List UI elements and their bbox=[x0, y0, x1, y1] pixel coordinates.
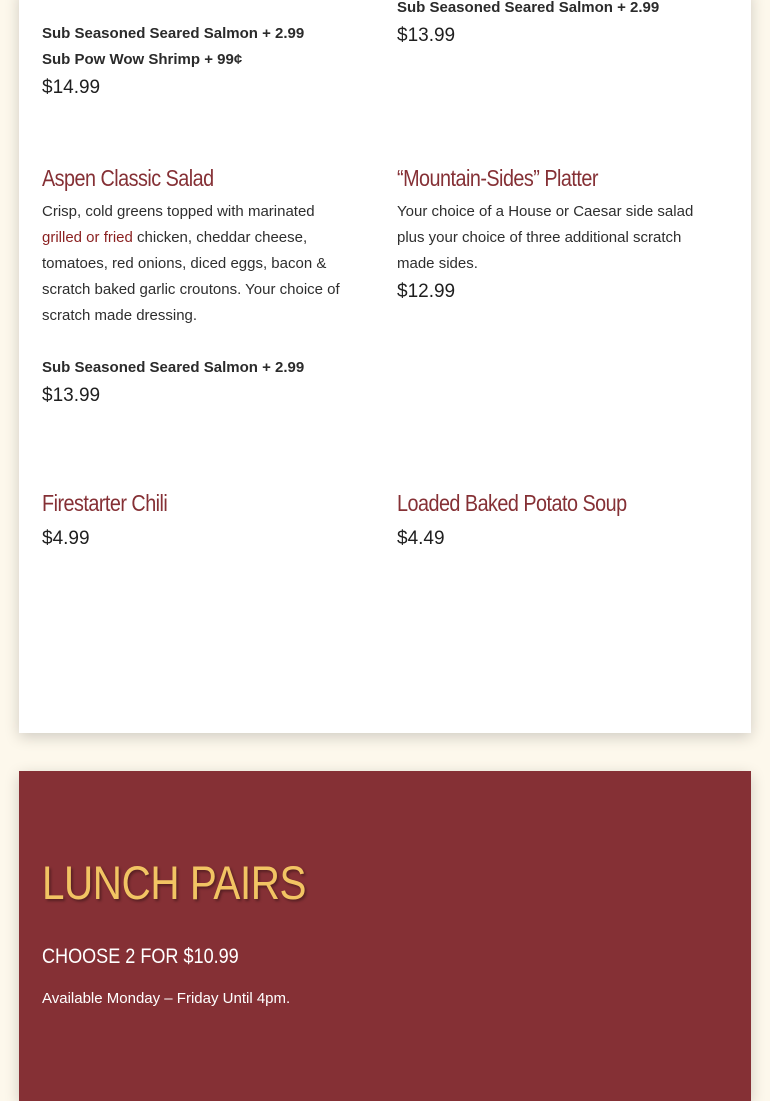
menu-item-loaded-baked-potato-soup bbox=[397, 488, 727, 554]
menu-item-title: Firestarter Chili bbox=[42, 490, 168, 516]
menu-item-price: $14.99 bbox=[42, 77, 101, 98]
description-text: Crisp, cold greens topped with marinated bbox=[42, 203, 315, 220]
lunch-pairs-availability: Available Monday – Friday Until 4pm. bbox=[42, 990, 291, 1007]
lunch-pairs-subtitle: CHOOSE 2 FOR $10.99 bbox=[42, 945, 239, 968]
menu-item-price: $13.99 bbox=[397, 25, 456, 46]
menu-item-note: Sub Seasoned Seared Salmon + 2.99 bbox=[42, 25, 305, 42]
description-highlight: grilled or fried bbox=[42, 229, 133, 246]
menu-item-price: $4.49 bbox=[397, 528, 445, 549]
menu-item-price: $13.99 bbox=[42, 385, 101, 406]
menu-item-top-left bbox=[42, 21, 372, 103]
menu-item-title: Aspen Classic Salad bbox=[42, 165, 214, 191]
menu-item-note: Sub Seasoned Seared Salmon + 2.99 bbox=[397, 0, 660, 16]
menu-item-title: Loaded Baked Potato Soup bbox=[397, 490, 627, 516]
menu-card bbox=[19, 0, 751, 733]
menu-item-note: Sub Seasoned Seared Salmon + 2.99 bbox=[42, 359, 305, 376]
menu-item-note: Sub Pow Wow Shrimp + 99¢ bbox=[42, 51, 243, 68]
menu-item-aspen-classic-salad bbox=[42, 163, 377, 411]
menu-item-description bbox=[42, 199, 377, 329]
lunch-pairs-section bbox=[19, 771, 751, 1101]
menu-item-price: $4.99 bbox=[42, 528, 90, 549]
menu-item-price: $12.99 bbox=[397, 281, 456, 302]
menu-item-top-right bbox=[397, 0, 727, 51]
menu-item-firestarter-chili bbox=[42, 488, 372, 554]
menu-item-mountain-sides-platter bbox=[397, 163, 717, 307]
lunch-pairs-title: LUNCH PAIRS bbox=[42, 856, 307, 909]
menu-item-description: Your choice of a House or Caesar side salad plus your choice of three additional scratch made sides. bbox=[397, 203, 694, 272]
menu-item-title: “Mountain-Sides” Platter bbox=[397, 165, 598, 191]
description-text: chicken, cheddar cheese, tomatoes, red onions, diced eggs, bacon & scratch baked garlic croutons. Your choice of scratch made dressing. bbox=[42, 229, 340, 324]
